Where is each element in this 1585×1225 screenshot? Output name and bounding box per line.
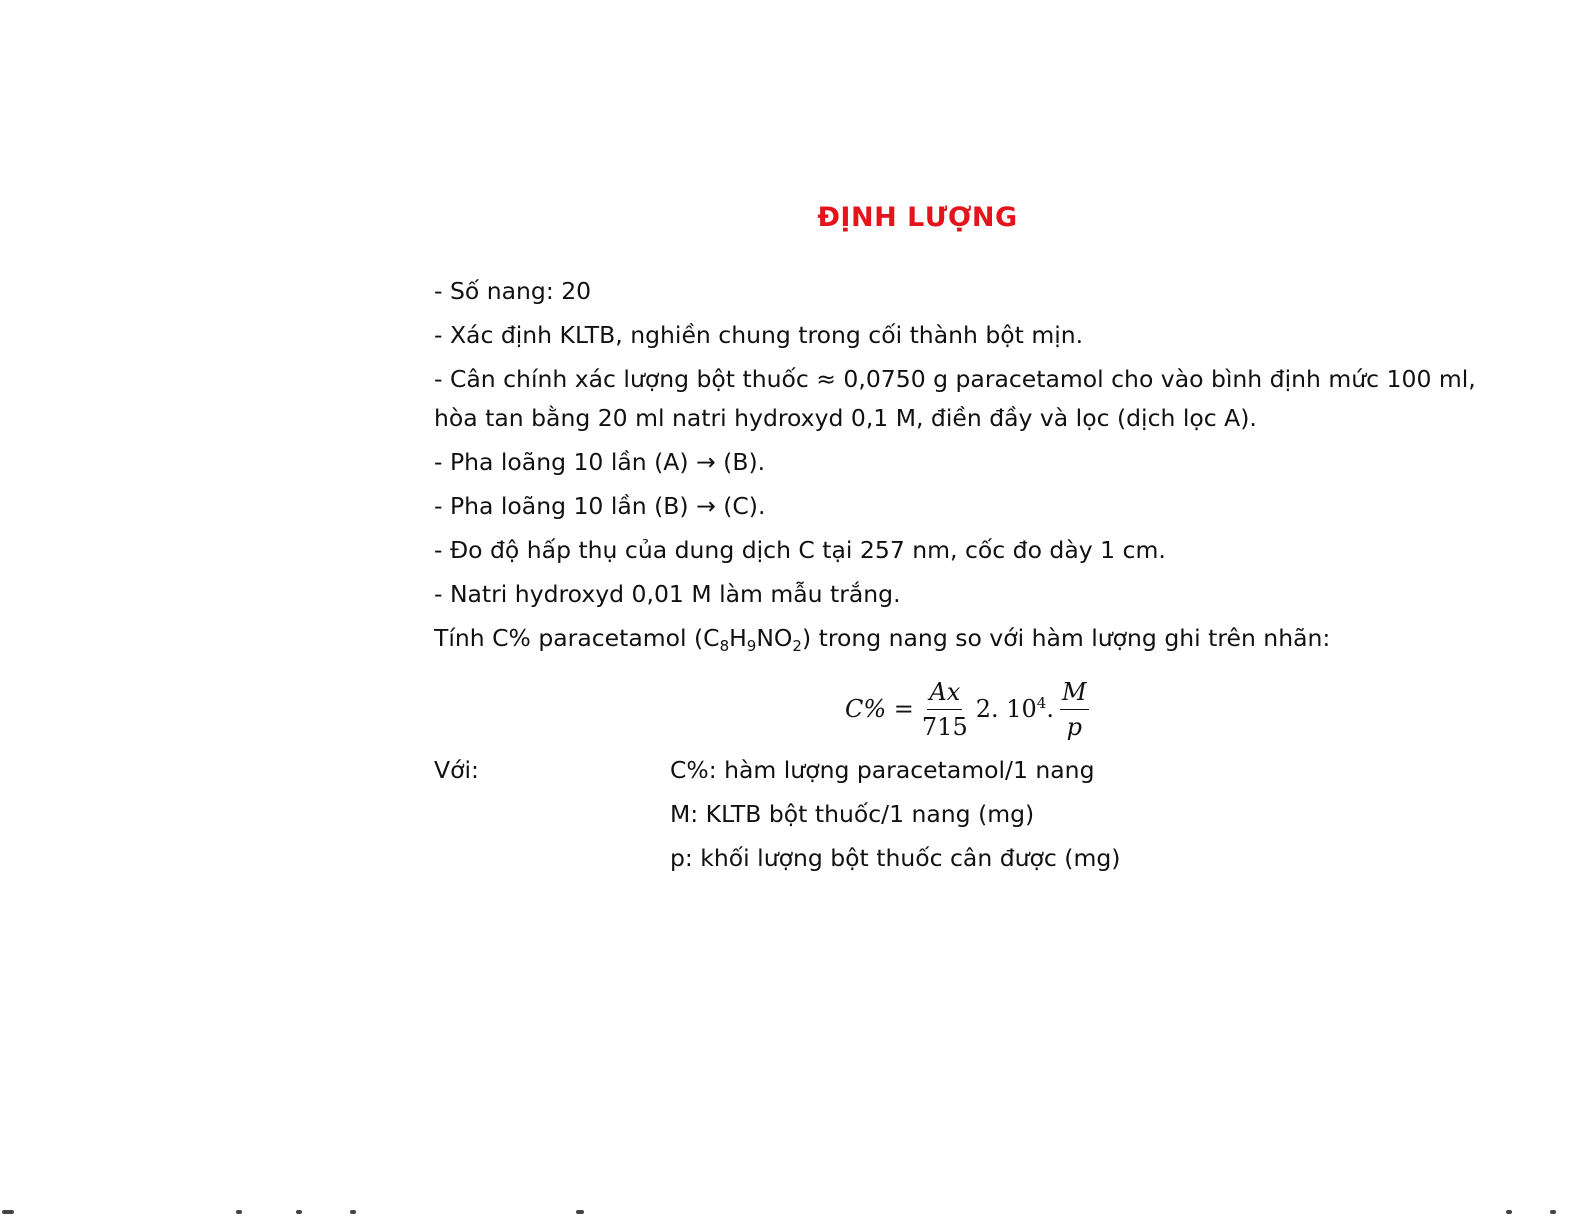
formula-middle (976, 695, 1054, 723)
calc-h: H (729, 624, 747, 652)
formula-power-base: 2. 10 (975, 695, 1037, 723)
definition-p: p: khối lượng bột thuốc cân được (mg) (670, 844, 1121, 872)
formula-frac1-numerator: Ax (927, 677, 962, 710)
edge-mark (350, 1210, 356, 1214)
with-label: Với: (434, 756, 479, 784)
formula-lhs: C% = (845, 695, 914, 723)
edge-mark (1506, 1210, 1512, 1214)
edge-mark (576, 1210, 584, 1214)
formula-fraction-ax (920, 677, 970, 742)
calc-no: NO (756, 624, 793, 652)
formula-dot: . (1046, 695, 1054, 723)
procedure-line-weigh: - Cân chính xác lượng bột thuốc ≈ 0,0750 g paracetamol cho vào bình định mức 100 ml, (434, 365, 1476, 393)
edge-mark (1550, 1210, 1556, 1214)
procedure-line-grind: - Xác định KLTB, nghiền chung trong cối thành bột mịn. (434, 321, 1084, 349)
formula-fraction-mp (1060, 677, 1089, 742)
formula-frac2-numerator: M (1060, 677, 1089, 710)
procedure-line-capsule-count: - Số nang: 20 (434, 277, 592, 305)
calculation-intro (434, 619, 1514, 658)
edge-mark (236, 1210, 242, 1214)
procedure-line-dissolve: hòa tan bằng 20 ml natri hydroxyd 0,1 M, điền đầy và lọc (dịch lọc A). (434, 404, 1257, 432)
procedure-line-dilute-b-c: - Pha loãng 10 lần (B) → (C). (434, 492, 766, 520)
o-subscript: 2 (792, 637, 802, 655)
formula-exponent: 4 (1036, 694, 1047, 712)
edge-mark (2, 1210, 14, 1214)
definition-c-percent: C%: hàm lượng paracetamol/1 nang (670, 756, 1095, 784)
bottom-edge-artifacts (0, 1210, 1585, 1216)
calc-suffix: ) trong nang so với hàm lượng ghi trên nhãn: (801, 624, 1331, 652)
formula-frac1-denominator: 715 (921, 712, 968, 741)
procedure-line-absorbance: - Đo độ hấp thụ của dung dịch C tại 257 nm, cốc đo dày 1 cm. (434, 536, 1166, 564)
definition-m: M: KLTB bột thuốc/1 nang (mg) (670, 800, 1035, 828)
concentration-formula (845, 672, 1089, 746)
definition-list (670, 748, 1120, 880)
edge-mark (296, 1210, 302, 1214)
procedure-line-dilute-a-b: - Pha loãng 10 lần (A) → (B). (434, 448, 766, 476)
page-title: ĐỊNH LƯỢNG (817, 202, 1018, 233)
h-subscript: 9 (746, 637, 757, 655)
calc-prefix: Tính C% paracetamol (C (434, 624, 720, 652)
procedure-line-blank: - Natri hydroxyd 0,01 M làm mẫu trắng. (434, 580, 901, 608)
c-subscript: 8 (719, 637, 730, 655)
procedure-text (434, 272, 1514, 658)
formula-frac2-denominator: p (1066, 712, 1082, 741)
